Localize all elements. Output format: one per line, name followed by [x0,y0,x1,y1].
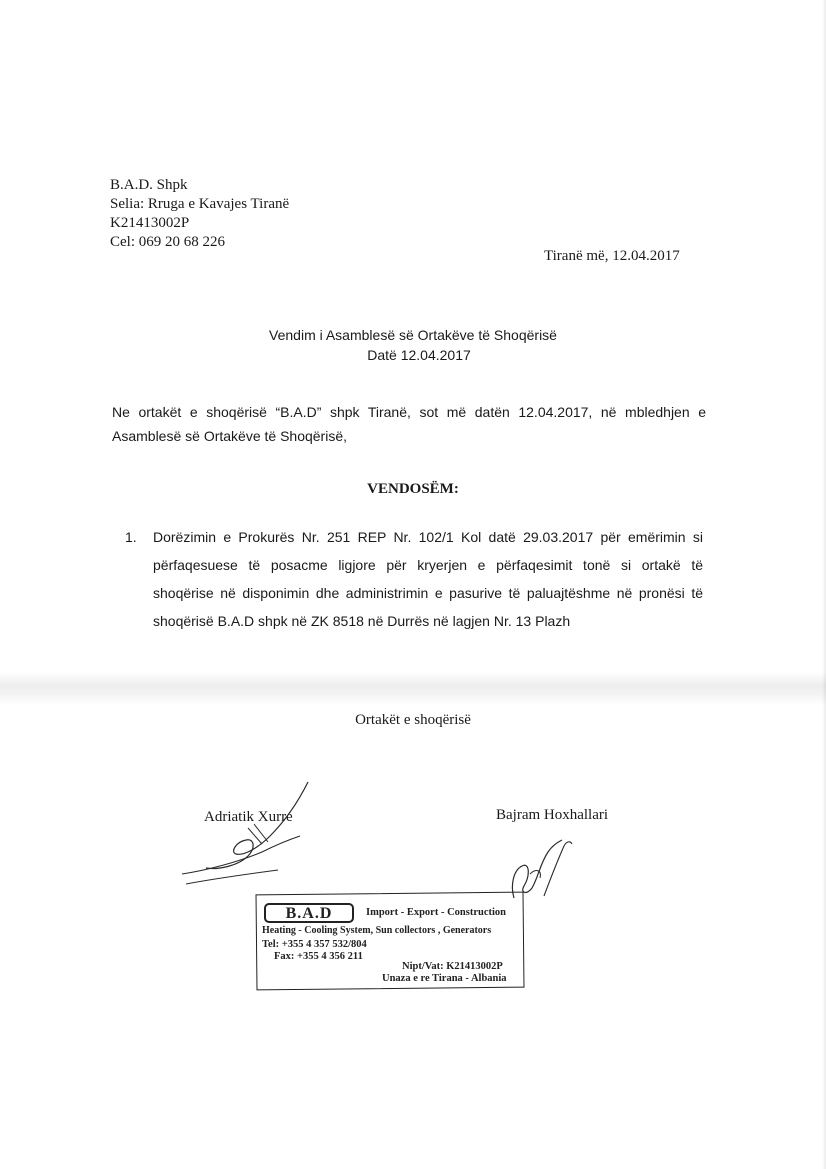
decision-line: Dorëzimin e Prokurës Nr. 251 REP Nr. 102/1 Kol datë 29.03.2017 për emërimin si [153,529,703,545]
company-nipt: K21413002P [110,215,190,231]
document-title [0,325,826,365]
signature-left [178,778,318,888]
stamp-address: Unaza e re Tirana - Albania [382,973,507,984]
scan-edge-shadow [822,0,826,1169]
company-header [110,176,289,252]
scan-smudge [0,672,826,706]
signatory-left-name: Adriatik Xurre [204,809,293,825]
decision-number: 1. [125,529,137,545]
decision-heading: VENDOSËM: [367,481,459,497]
title-line-2: Datë 12.04.2017 [367,347,471,363]
decision-line: shoqërise në disponimin dhe administrimin e pasurive të paluajtëshme në pronësi të [153,585,703,601]
intro-line-2: Asamblesë së Ortakëve të Shoqërisë, [112,428,348,444]
decision-line: shoqërisë B.A.D shpk në ZK 8518 në Durrës në lagjen Nr. 13 Plazh [153,613,571,629]
place-date: Tiranë më, 12.04.2017 [544,248,680,264]
stamp-line-2: Heating - Cooling System, Sun collectors , Generators [262,925,492,936]
decision-line: përfaqesuese të posacme ligjore për kryerjen e përfaqesimit tonë si ortakë të [153,557,703,573]
intro-paragraph [112,400,706,448]
stamp-fax: Fax: +355 4 356 211 [274,951,363,962]
title-line-1: Vendim i Asamblesë së Ortakëve të Shoqërisë [269,327,557,343]
decision-text [153,523,703,635]
stamp-nipt: Nipt/Vat: K21413002P [402,961,503,972]
partners-label [0,712,826,729]
company-name: B.A.D. Shpk [110,177,188,193]
stamp-line-1: Import - Export - Construction [366,907,506,918]
stamp-logo: B.A.D [264,903,354,923]
company-phone: Cel: 069 20 68 226 [110,234,225,250]
company-address: Selia: Rruga e Kavajes Tiranë [110,196,290,212]
partners-label-text: Ortakët e shoqërisë [355,712,471,728]
company-stamp [256,893,524,989]
signatory-right-name: Bajram Hoxhallari [496,807,609,823]
intro-line-1: Ne ortakët e shoqërisë “B.A.D” shpk Tiranë, sot më datën 12.04.2017, në mbledhjen e [112,404,706,420]
stamp-tel: Tel: +355 4 357 532/804 [262,939,367,950]
